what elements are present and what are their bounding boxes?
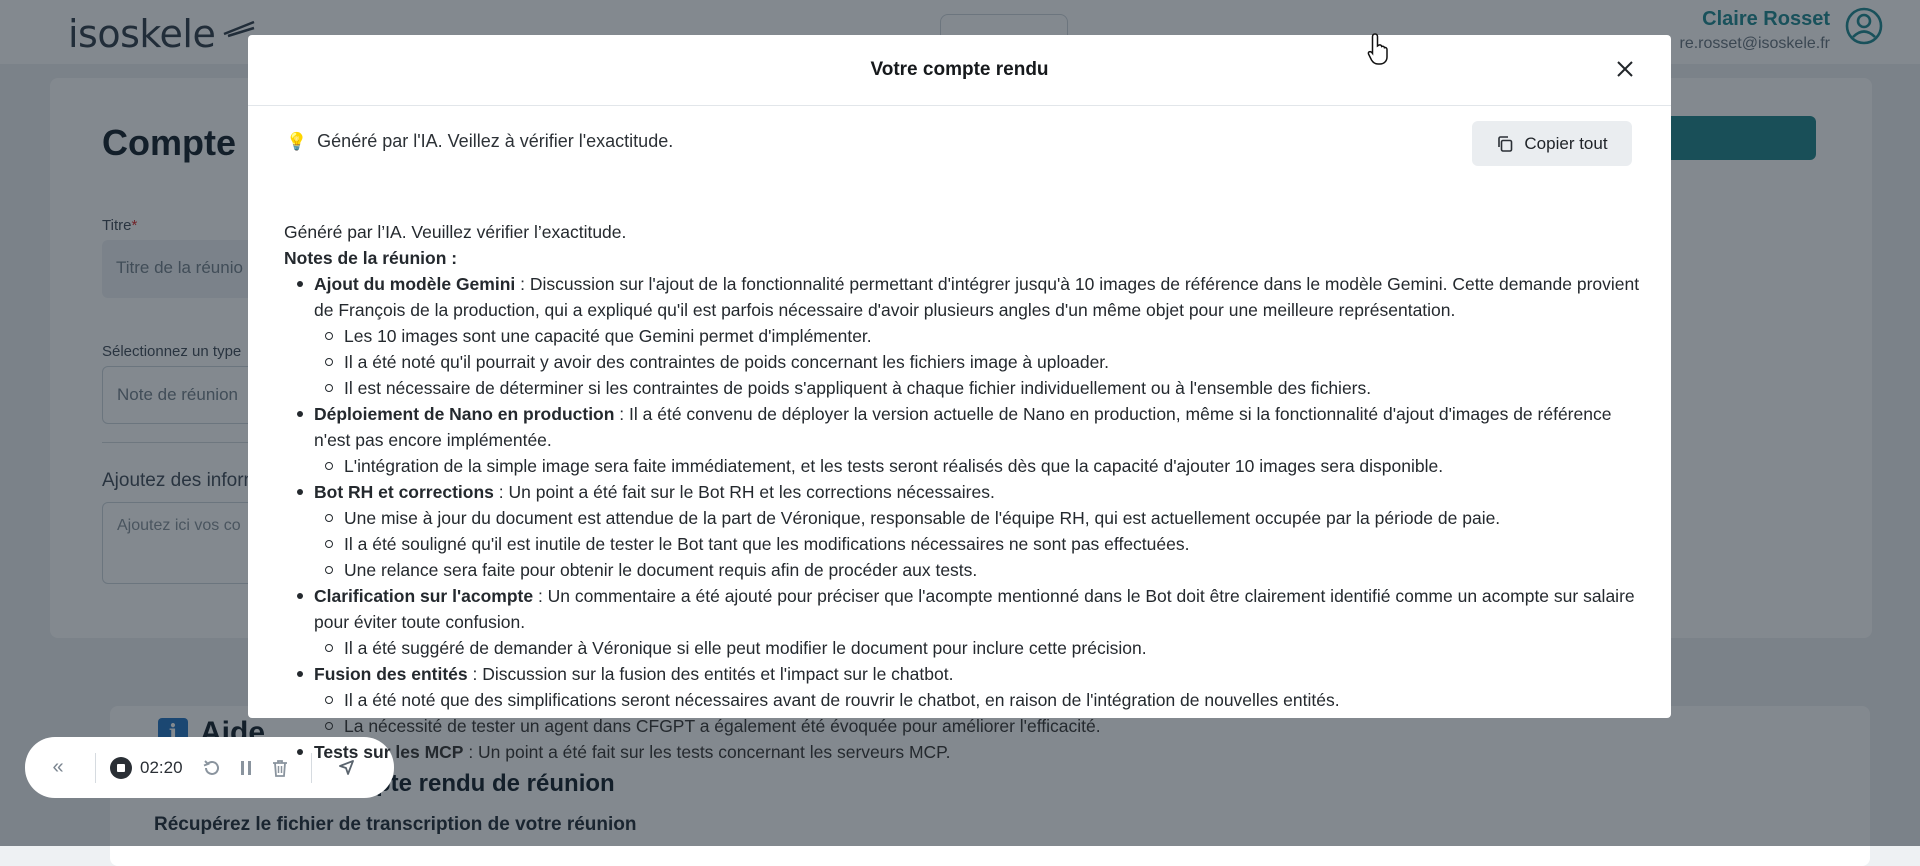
mouse-cursor-icon: [1366, 32, 1396, 66]
report-subitem: Une mise à jour du document est attendue de la part de Véronique, responsable de l'équipe RH, qui est actuellement occupée par la période de paie.: [314, 505, 1644, 531]
report-item: [284, 271, 1644, 401]
report-subitem: Une relance sera faite pour obtenir le document requis afin de procéder aux tests.: [314, 557, 1644, 583]
report-item-title: Tests sur les MCP: [314, 742, 464, 762]
report-item-text: : Un commentaire a été ajouté pour préciser que l'acompte mentionné dans le Bot doit être clairement identifié comme un acompte sur salaire pour éviter toute confusion.: [314, 586, 1635, 632]
report-item-title: Fusion des entités: [314, 664, 468, 684]
stop-record-icon[interactable]: [110, 757, 132, 779]
report-item-text: : Discussion sur la fusion des entités et l'impact sur le chatbot.: [467, 664, 954, 684]
report-sublist: [314, 453, 1644, 479]
copy-all-button[interactable]: Copier tout: [1472, 121, 1632, 166]
report-item-text: : Un point a été fait sur le Bot RH et les corrections nécessaires.: [493, 482, 995, 502]
report-modal: [248, 35, 1671, 762]
report-sublist: [314, 687, 1644, 739]
modal-header: [248, 35, 1671, 106]
report-item: [284, 661, 1644, 739]
recording-time: 02:20: [140, 757, 183, 777]
restart-icon[interactable]: [195, 751, 229, 785]
report-content: [284, 219, 1644, 765]
report-sublist: [314, 323, 1644, 401]
report-subitem: Il a été souligné qu'il est inutile de tester le Bot tant que les modifications nécessaires ne sont pas effectuées.: [314, 531, 1644, 557]
divider: [95, 753, 96, 783]
report-item-title: Clarification sur l'acompte: [314, 586, 534, 606]
close-icon[interactable]: [1615, 59, 1635, 79]
report-item-title: Déploiement de Nano en production: [314, 404, 615, 424]
modal-body[interactable]: [248, 107, 1671, 762]
report-sublist: [314, 635, 1644, 661]
report-item-text: : Il a été convenu de déployer la version actuelle de Nano en production, même si la fonctionnalité d'ajout d'images de référence n'est pas encore implémentée.: [314, 404, 1612, 450]
report-subitem: Il a été noté qu'il pourrait y avoir des contraintes de poids concernant les fichiers image à uploader.: [314, 349, 1644, 375]
collapse-icon[interactable]: «: [52, 756, 64, 778]
report-item: [284, 401, 1644, 479]
report-item: [284, 479, 1644, 583]
report-subitem: L'intégration de la simple image sera faite immédiatement, et les tests seront réalisés dès que la capacité d'ajouter 10 images sera disponible.: [314, 453, 1644, 479]
copy-icon: [1496, 135, 1514, 153]
report-item-title: Bot RH et corrections: [314, 482, 494, 502]
report-item-title: Ajout du modèle Gemini: [314, 274, 516, 294]
pause-icon[interactable]: [229, 751, 263, 785]
lightbulb-icon: 💡: [286, 131, 308, 151]
report-subitem: La nécessité de tester un agent dans CFGPT a également été évoquée pour améliorer l'efficacité.: [314, 713, 1644, 739]
report-subitem: Il a été suggéré de demander à Véronique si elle peut modifier le document pour inclure cette précision.: [314, 635, 1644, 661]
report-list: [284, 271, 1644, 765]
report-item-text: : Discussion sur l'ajout de la fonctionnalité permettant d'intégrer jusqu'à 10 images de référence dans le modèle Gemini. Cette demande provient de François de la production, qui a expliqué qu'il est parfois nécessaire d'avoir plusieurs angles d'un même objet pour une meilleure représentation.: [314, 274, 1640, 320]
modal-title: Votre compte rendu: [870, 59, 1049, 80]
report-intro: Généré par l’IA. Veuillez vérifier l’exactitude.: [284, 222, 627, 242]
report-subitem: Les 10 images sont une capacité que Gemini permet d'implémenter.: [314, 323, 1644, 349]
report-sublist: [314, 505, 1644, 583]
report-subitem: Il est nécessaire de déterminer si les contraintes de poids s'appliquent à chaque fichier individuellement ou à l'ensemble des fichiers.: [314, 375, 1644, 401]
report-item: [284, 739, 1644, 765]
report-subitem: Il a été noté que des simplifications seront nécessaires avant de rouvrir le chatbot, en raison de l'intégration de nouvelles entités.: [314, 687, 1644, 713]
report-item: [284, 583, 1644, 661]
report-item-text: : Un point a été fait sur les tests concernant les serveurs MCP.: [463, 742, 951, 762]
report-heading: Notes de la réunion :: [284, 248, 458, 268]
ai-notice: 💡 Généré par l'IA. Veillez à vérifier l'exactitude.: [286, 131, 674, 151]
